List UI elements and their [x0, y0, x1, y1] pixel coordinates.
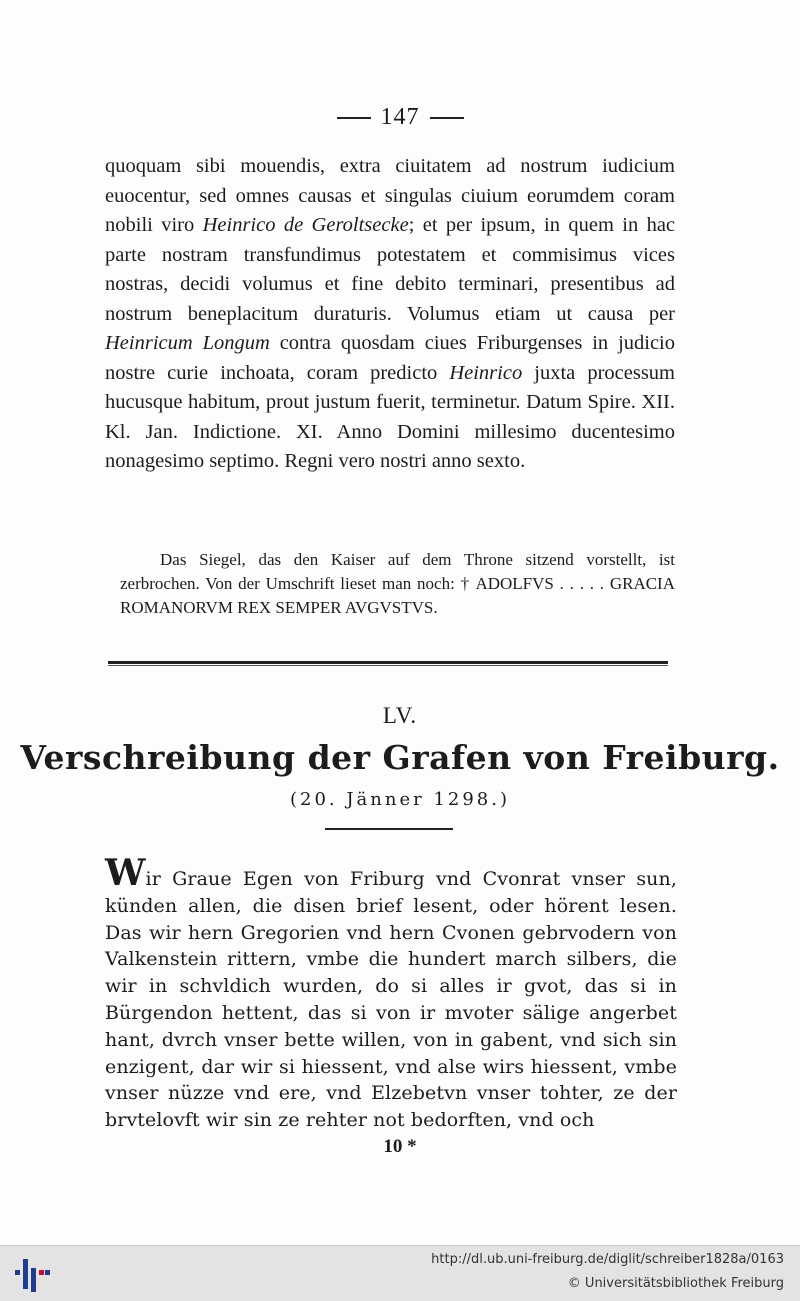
- copyright-notice: © Universitätsbibliothek Freiburg: [567, 1276, 784, 1291]
- page-header: [0, 104, 800, 131]
- person-name: Heinrico: [449, 361, 523, 384]
- seal-note-text: Das Siegel, das den Kaiser auf dem Throne sitzend vorstellt, ist zerbrochen. Von der Umschrift lieset man noch: † ADOLFVS . . . . . GRACIA ROMANORVM REX SEMPER AVGVSTVS.: [120, 550, 675, 617]
- signature-mark: 10 *: [383, 1136, 417, 1157]
- title-underline: [325, 828, 453, 830]
- drop-initial: W: [105, 852, 146, 894]
- document-title: Verschreibung der Grafen von Freiburg.: [20, 738, 780, 777]
- german-charter-text: [105, 852, 677, 1134]
- latin-paragraph: quoquam sibi mouendis, extra ciuitatem ad nostrum iudicium euocentur, sed omnes causas et singulas ciuium eorumdem coram nobili viro Heinrico de Geroltsecke; et per ipsum, in quem in hac parte nostram transfundimus potestatem et commisimus vices nostras, decidi volumus et fine debito terminari, presentibus ad nostrum beneplacitum duraturis. Volumus etiam ut causa per Heinricum Longum contra quosdam ciues Friburgenses in judicio nostre curie inchoata, coram predicto Heinrico juxta processum hucusque habitum, prout justum fuerit, terminetur. Datum Spire. XII. Kl. Jan. Indictione. XI. Anno Domini millesimo ducentesimo nonagesimo septimo. Regni vero nostri anno sexto.: [105, 155, 676, 472]
- seal-note: [120, 548, 675, 620]
- section-numeral: LV.: [382, 703, 418, 728]
- ub-freiburg-logo-icon: [12, 1254, 52, 1294]
- german-paragraph: Wir Graue Egen von Friburg vnd Cvonrat vnser sun, künden allen, die disen brief lesent, oder hörent lesen. Das wir hern Gregorien vnd hern Cvonen gebrvodern von Valkenstein rittern, vmbe die hundert march silbers, die wir in schvldich wurden, do si alles ir gvot, das si in Bürgendon hettent, das si von ir mvoter sälige angerbet hant, dvrch vnser bette willen, von in gabent, vnd sich sin enzigent, dar wir si hiessent, vnd alse wirs hiessent, vmbe vnser nüzze vnd ere, vnd Elzebetvn vnser tohter, ze der brvtelovft wir sin ze rehter not bedorften, vnd och: [105, 852, 677, 1132]
- document-date: (20. Jänner 1298.): [289, 789, 511, 810]
- latin-charter-text: [105, 152, 675, 477]
- header-dash-left: [337, 117, 371, 119]
- section-divider: [108, 661, 668, 666]
- viewer-footer: [0, 1245, 800, 1301]
- person-name: Heinrico de Geroltsecke: [202, 214, 409, 236]
- header-dash-right: [430, 117, 464, 119]
- permalink-url[interactable]: http://dl.ub.uni-freiburg.de/diglit/schreiber1828a/0163: [431, 1252, 784, 1267]
- page-number: 147: [380, 104, 420, 130]
- person-name: Heinricum Longum: [105, 332, 270, 354]
